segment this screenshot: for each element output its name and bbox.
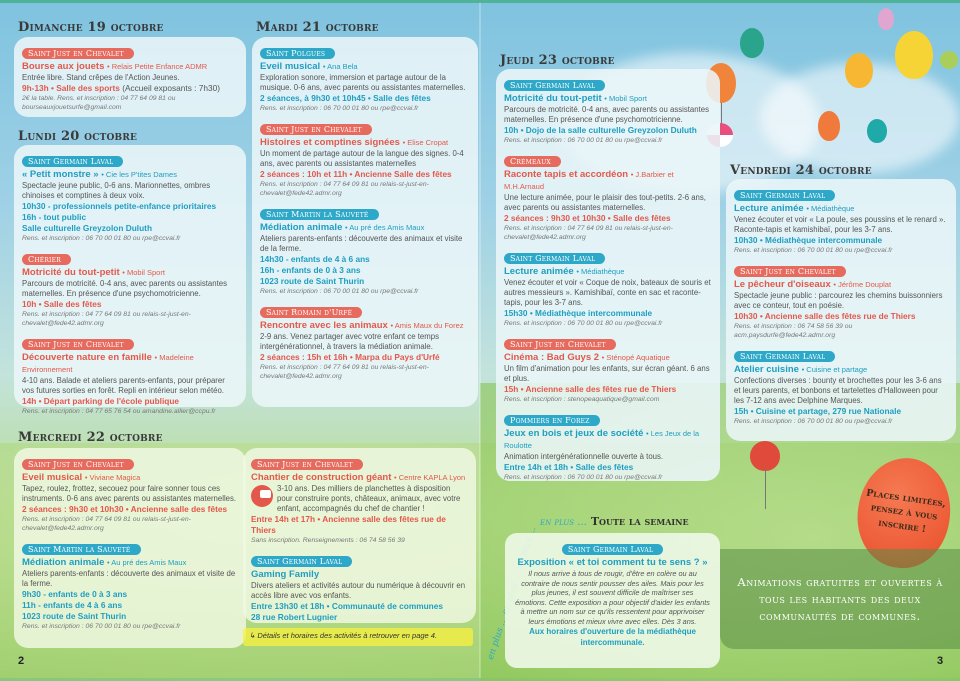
event-registration: Rens. et inscription : 06 74 58 56 39 ou acm.paysdurfe@fede42.admr.org <box>734 323 853 339</box>
event-petit-monstre <box>22 151 238 243</box>
event-description: Une lecture animée, pour le plaisir des tout-petits. 2-6 ans, avec parents ou assistantes maternelles. <box>504 193 706 212</box>
event-title: Médiation animale <box>22 557 105 568</box>
event-organizer: • Mobil Sport <box>604 94 647 103</box>
event-organizer: • Les Jeux de la Roulotte <box>504 429 700 450</box>
event-when: 2 séances : 9h30 et 10h30 • Salle des fêtes <box>504 213 671 223</box>
location-pill: Saint Germain Laval <box>504 253 605 264</box>
event-description: Spectacle jeune public, 0-6 ans. Marionnettes, ombres chinoises et comptines à deux voix. <box>22 181 211 200</box>
event-when: 10h • Dojo de la salle culturelle Greyzolon Duluth <box>504 125 697 135</box>
location-pill: Saint Germain Laval <box>504 80 605 91</box>
balloon-illustration <box>845 53 873 88</box>
event-title: Gaming Family <box>251 569 320 580</box>
event-title: Atelier cuisine <box>734 364 799 375</box>
event-title: Lecture animée <box>504 266 574 277</box>
location-pill: Saint Germain Laval <box>251 556 352 567</box>
card-semaine <box>505 533 720 668</box>
event-when: 2 séances : 15h et 16h • Marpa du Pays d'Urfé <box>260 352 440 362</box>
page-number-left: 2 <box>18 655 25 667</box>
event-bourse-aux-jouets <box>22 43 238 112</box>
balloon-illustration <box>878 8 894 30</box>
event-when: 10h • Salle des fêtes <box>22 299 102 309</box>
event-organizer: • Au pré des Amis Maux <box>345 223 425 232</box>
event-registration: Rens. et inscription : 06 70 00 01 80 ou rpe@ccvai.fr <box>260 288 419 295</box>
event-gaming-family <box>251 551 468 623</box>
balloon-illustration <box>750 441 780 471</box>
event-venue: 1023 route de Saint Thurin <box>260 276 365 286</box>
event-when: 11h - enfants de 4 à 6 ans <box>22 600 123 610</box>
event-venue: 28 rue Robert Lugnier <box>251 612 338 622</box>
event-when: 14h30 - enfants de 4 à 6 ans <box>260 254 370 264</box>
animations-gratuites-text: Animations gratuites et ouvertes à tous les habitants des deux communautés de communes. <box>737 574 943 623</box>
event-histoires-comptines <box>260 119 470 198</box>
event-venue: 1023 route de Saint Thurin <box>22 611 127 621</box>
location-pill: Chérier <box>22 254 71 265</box>
event-when: 15h • Ancienne salle des fêtes rue de Thiers <box>504 384 677 394</box>
event-description: Spectacle jeune public : parcourez les chemins buissonniers avec ce conteur, tout en poésie. <box>734 291 943 310</box>
event-registration: Rens. et inscription : 04 77 64 09 81 ou relais-st-just-en-chevalet@fede42.admr.org <box>260 364 429 380</box>
event-title: Médiation animale <box>260 222 343 233</box>
event-when: 16h - enfants de 0 à 3 ans <box>260 265 361 275</box>
card-lundi <box>14 145 246 415</box>
event-registration: Sans inscription. Renseignements : 06 74 58 56 39 <box>251 537 405 544</box>
event-registration: Rens. et inscription : 04 77 64 09 81 ou relais-st-just-en-chevalet@fede42.admr.org <box>504 225 673 241</box>
event-registration: 2€ la table. Rens. et inscription : 04 77 64 09 81 ou bourseauxjouetsurfe@gmail.com <box>22 95 176 111</box>
event-when: 10h30 - professionnels petite-enfance prioritaires <box>22 201 217 211</box>
location-pill: Saint Germain Laval <box>562 544 663 555</box>
event-atelier-cuisine <box>734 346 948 426</box>
event-organizer: • J.Barbier et M.H.Arnaud <box>504 170 674 191</box>
event-registration: Rens. et inscription : 04 77 64 09 81 ou relais-st-just-en-chevalet@fede42.admr.org <box>260 181 429 197</box>
event-organizer: • Cuisine et partage <box>801 365 868 374</box>
event-organizer: • Médiathèque <box>806 204 855 213</box>
location-pill: Saint Just en Chevalet <box>251 459 363 470</box>
event-lecture-animee-jeudi <box>504 248 712 328</box>
event-title: Eveil musical <box>260 61 321 72</box>
arrow-icon: ↳ <box>249 631 258 640</box>
event-when: 2 séances : 10h et 11h • Ancienne Salle des fêtes <box>260 169 452 179</box>
event-chantier-kapla <box>251 454 468 545</box>
location-pill: Crémeaux <box>504 156 561 167</box>
event-description: Il nous arrive à tous de rougir, d'être en colère ou au contraire de nous sentir pousser des ailes. Mais pour les plus jeunes, il est souvent difficile de maîtriser ses émotions. Cette exposition a pour objectif d'aider les enfants à mettre un nom sur ce qu'ils ressentent pour apprivoiser leurs émotions et mieux vivre avec elles. Dès 3 ans. <box>515 569 710 626</box>
event-description: Venez écouter et voir « Coque de noix, bateaux de souris et autres messieurs ». Kamishibaï, conte en sac et raconte-tapis, pour les 3-7 ans. <box>504 278 711 307</box>
event-title: Chantier de construction géant <box>251 472 392 483</box>
event-registration: Rens. et inscription : 04 77 64 09 81 ou relais-st-just-en-chevalet@fede42.admr.org <box>22 516 191 532</box>
event-description: Animation intergénérationnelle ouverte à tous. <box>504 452 664 461</box>
event-jeux-en-bois <box>504 410 712 482</box>
event-when: 16h - tout public <box>22 212 87 222</box>
event-title: Eveil musical <box>22 472 83 483</box>
event-description: 4-10 ans. Balade et ateliers parents-enfants, pour préparer vos futures sorties en forêt. Repli en intérieur selon météo. <box>22 376 225 395</box>
day-title-jeudi: Jeudi 23 octobre <box>500 53 615 68</box>
card-jeudi <box>496 69 720 481</box>
event-title: Jeux en bois et jeux de société <box>504 428 644 439</box>
event-eveil-musical-mercredi <box>22 454 238 533</box>
event-description: Confections diverses : bounty et brochettes pour les 3-6 ans et leurs parents, et bonbons et tartelettes d'Halloween pour les 7-12 ans avec Delphine Marques. <box>734 376 942 405</box>
event-when: 10h30 • Médiathèque intercommunale <box>734 235 883 245</box>
en-plus-vertical: en plus ... ... <box>486 525 539 662</box>
event-venue: Salle culturelle Greyzolon Duluth <box>22 223 153 233</box>
event-description: Parcours de motricité. 0-4 ans, avec parents ou assistantes maternelles. En présence d'une psychomotricienne. <box>22 279 227 298</box>
event-pecheur-oiseaux <box>734 261 948 340</box>
event-when-extra: (Accueil exposants : 7h30) <box>119 83 220 93</box>
event-rencontre-animaux <box>260 302 470 381</box>
event-organizer: • Médiathèque <box>576 267 625 276</box>
balloon-illustration <box>895 31 933 79</box>
location-pill: Saint Polgues <box>260 48 335 59</box>
day-title-mardi: Mardi 21 octobre <box>256 20 379 35</box>
location-pill: Saint Martin la Sauveté <box>260 209 379 220</box>
location-pill: Saint Just en Chevalet <box>22 339 134 350</box>
day-title-lundi: Lundi 20 octobre <box>18 129 138 144</box>
event-description: Ateliers parents-enfants : découverte des animaux et visite de la ferme. <box>260 234 463 253</box>
event-registration: Rens. et inscription : 04 77 64 09 81 ou relais-st-just-en-chevalet@fede42.admr.org <box>22 311 191 327</box>
event-description: Entrée libre. Stand crêpes de l'Action Jeunes. <box>22 73 180 82</box>
day-title-mercredi: Mercredi 22 octobre <box>18 430 163 445</box>
event-when: 2 séances, à 9h30 et 10h45 • Salle des fêtes <box>260 93 431 103</box>
event-description: Un film d'animation pour les enfants, sur écran géant. 6 ans et plus. <box>504 364 710 383</box>
event-lecture-animee-vendredi <box>734 185 948 255</box>
event-when: 10h30 • Ancienne salle des fêtes rue de Thiers <box>734 311 916 321</box>
card-dimanche <box>14 37 246 117</box>
event-registration: Rens. et inscription : 06 70 00 01 80 ou rpe@ccvai.fr <box>260 105 419 112</box>
event-when: 15h30 • Médiathèque intercommunale <box>504 308 653 318</box>
semaine-title: Toute la semaine <box>590 515 689 528</box>
details-note: ↳ Détails et horaires des activités à retrouver en page 4. <box>243 628 473 646</box>
event-cinema-bad-guys <box>504 334 712 404</box>
event-organizer: • Jérôme Douplat <box>833 280 892 289</box>
event-when: 15h • Cuisine et partage, 279 rue Nationale <box>734 406 902 416</box>
event-description: 2-9 ans. Venez partager avec votre enfant ce temps intergénérationnel, à travers la médiation animale. <box>260 332 440 351</box>
event-organizer: • Cie les P'tites Dames <box>101 170 177 179</box>
event-description: Parcours de motricité. 0-4 ans, avec parents ou assistantes maternelles. En présence d'une psychomotricienne. <box>504 105 709 124</box>
event-organizer: • Ana Bela <box>322 62 358 71</box>
location-pill: Saint Germain Laval <box>22 156 123 167</box>
card-vendredi <box>726 179 956 441</box>
event-registration: Rens. et inscription : 06 70 00 01 80 ou rpe@ccvai.fr <box>504 320 663 327</box>
balloon-illustration <box>940 51 958 69</box>
event-raconte-tapis <box>504 151 712 242</box>
event-description: 3-10 ans. Des milliers de planchettes à disposition pour construire ponts, châteaux, animaux, avec votre enfant, accompagnés du chef de chantier ! <box>277 484 461 513</box>
event-mediation-animale-mercredi <box>22 539 238 631</box>
event-mediation-animale-mardi <box>260 204 470 296</box>
event-title: Exposition « et toi comment tu te sens ? » <box>517 557 708 568</box>
location-pill: Saint Just en Chevalet <box>734 266 846 277</box>
kapla-logo-icon <box>251 485 273 507</box>
event-organizer: • Au pré des Amis Maux <box>107 558 187 567</box>
event-registration: Rens. et inscription : 06 70 00 01 80 ou rpe@ccvai.fr <box>22 235 181 242</box>
location-pill: Pommiers en Forez <box>504 415 600 426</box>
location-pill: Saint Just en Chevalet <box>22 459 134 470</box>
event-registration: Rens. et inscription : 06 70 00 01 80 ou rpe@ccvai.fr <box>22 623 181 630</box>
balloon-illustration <box>818 111 840 141</box>
event-when: 9h30 - enfants de 0 à 3 ans <box>22 589 128 599</box>
event-organizer: • Centre KAPLA Lyon <box>394 473 466 482</box>
event-organizer: • Elise Cropat <box>402 138 449 147</box>
location-pill: Saint Just en Chevalet <box>22 48 134 59</box>
event-when: Entre 14h et 18h • Salle des fêtes <box>504 462 634 472</box>
location-pill: Saint Germain Laval <box>734 190 835 201</box>
event-organizer: • Viviane Magica <box>84 473 141 482</box>
en-plus-label: en plus ... <box>540 517 587 528</box>
event-description: Divers ateliers et activités autour du numérique à découvrir en accès libre avec vos enfants. <box>251 581 466 600</box>
event-when: Aux horaires d'ouverture de la médiathèque intercommunale. <box>529 627 696 647</box>
page-number-right: 3 <box>937 655 944 667</box>
event-title: Cinéma : Bad Guys 2 <box>504 352 600 363</box>
balloon-illustration <box>867 119 887 143</box>
event-organizer: • Sténopé Aquatique <box>601 353 670 362</box>
event-title: Bourse aux jouets <box>22 61 105 72</box>
event-when: 2 séances : 9h30 et 10h30 • Ancienne salle des fêtes <box>22 504 228 514</box>
places-limitees-text: Places limitées, pensez à vous inscrire ! <box>865 487 947 536</box>
event-title: Découverte nature en famille <box>22 352 152 363</box>
event-registration: Rens. et inscription : 06 70 00 01 80 ou rpe@ccvai.fr <box>504 474 663 481</box>
animations-gratuites-box <box>720 549 960 649</box>
event-title: Raconte tapis et accordéon <box>504 169 629 180</box>
event-description: Venez écouter et voir « La poule, ses poussins et le renard ». Raconte-tapis et kamishibaï, pour les 3-7 ans. <box>734 215 946 234</box>
event-registration: Rens. et inscription : stenopeaquatique@gmail.com <box>504 396 660 403</box>
card-mercredi-left <box>14 448 246 648</box>
event-title: Motricité du tout-petit <box>22 267 120 278</box>
event-registration: Rens. et inscription : 06 70 00 01 80 ou rpe@ccvai.fr <box>734 247 893 254</box>
event-motricite-cherier <box>22 249 238 328</box>
event-organizer: • Relais Petite Enfance ADMR <box>107 62 208 71</box>
event-registration: Rens. et inscription : 06 70 00 01 80 ou rpe@ccvai.fr <box>734 418 893 425</box>
event-organizer: • Amis Maux du Forez <box>390 321 464 330</box>
event-title: « Petit monstre » <box>22 169 99 180</box>
event-when: 9h-13h • Salle des sports <box>22 83 120 93</box>
event-title: Lecture animée <box>734 203 804 214</box>
card-mercredi-right <box>243 448 476 623</box>
event-description: Ateliers parents-enfants : découverte des animaux et visite de la ferme. <box>22 569 236 588</box>
event-motricite-jeudi <box>504 75 712 145</box>
balloon-illustration <box>740 28 764 58</box>
event-description: Exploration sonore, immersion et partage autour de la musique. 0-6 ans, avec parents ou assistantes maternelles. <box>260 73 466 92</box>
location-pill: Saint Just en Chevalet <box>504 339 616 350</box>
event-registration: Rens. et inscription : 04 77 65 76 54 ou amandine.allier@ccpu.fr <box>22 408 216 415</box>
location-pill: Saint Just en Chevalet <box>260 124 372 135</box>
event-description: Un moment de partage autour de la langue des signes. 0-4 ans, avec parents ou assistantes maternelles <box>260 149 464 168</box>
event-when: Entre 13h30 et 18h • Communauté de communes <box>251 601 443 611</box>
location-pill: Saint Germain Laval <box>734 351 835 362</box>
event-organizer: • Madeleine Environnement <box>22 353 194 374</box>
event-title: Le pêcheur d'oiseaux <box>734 279 831 290</box>
event-decouverte-nature <box>22 334 238 416</box>
semaine-heading <box>540 515 689 528</box>
page-fold <box>479 3 481 678</box>
event-title: Motricité du tout-petit <box>504 93 602 104</box>
event-eveil-musical-polgues <box>260 43 470 113</box>
event-registration: Rens. et inscription : 06 70 00 01 80 ou rpe@ccvai.fr <box>504 137 663 144</box>
location-pill: Saint Romain d'Urfé <box>260 307 362 318</box>
event-when: 14h • Départ parking de l'école publique <box>22 396 180 406</box>
event-when: Entre 14h et 17h • Ancienne salle des fêtes rue de Thiers <box>251 514 446 535</box>
location-pill: Saint Martin la Sauveté <box>22 544 141 555</box>
day-title-dimanche: Dimanche 19 octobre <box>18 20 164 35</box>
event-description: Tapez, roulez, frottez, secouez pour faire sonner tous ces instruments. 0-6 ans avec parents ou assistantes maternelles. <box>22 484 237 503</box>
event-title: Histoires et comptines signées <box>260 137 400 148</box>
card-mardi <box>252 37 478 407</box>
day-title-vendredi: Vendredi 24 octobre <box>730 163 872 178</box>
event-organizer: • Mobil Sport <box>122 268 165 277</box>
event-title: Rencontre avec les animaux <box>260 320 388 331</box>
